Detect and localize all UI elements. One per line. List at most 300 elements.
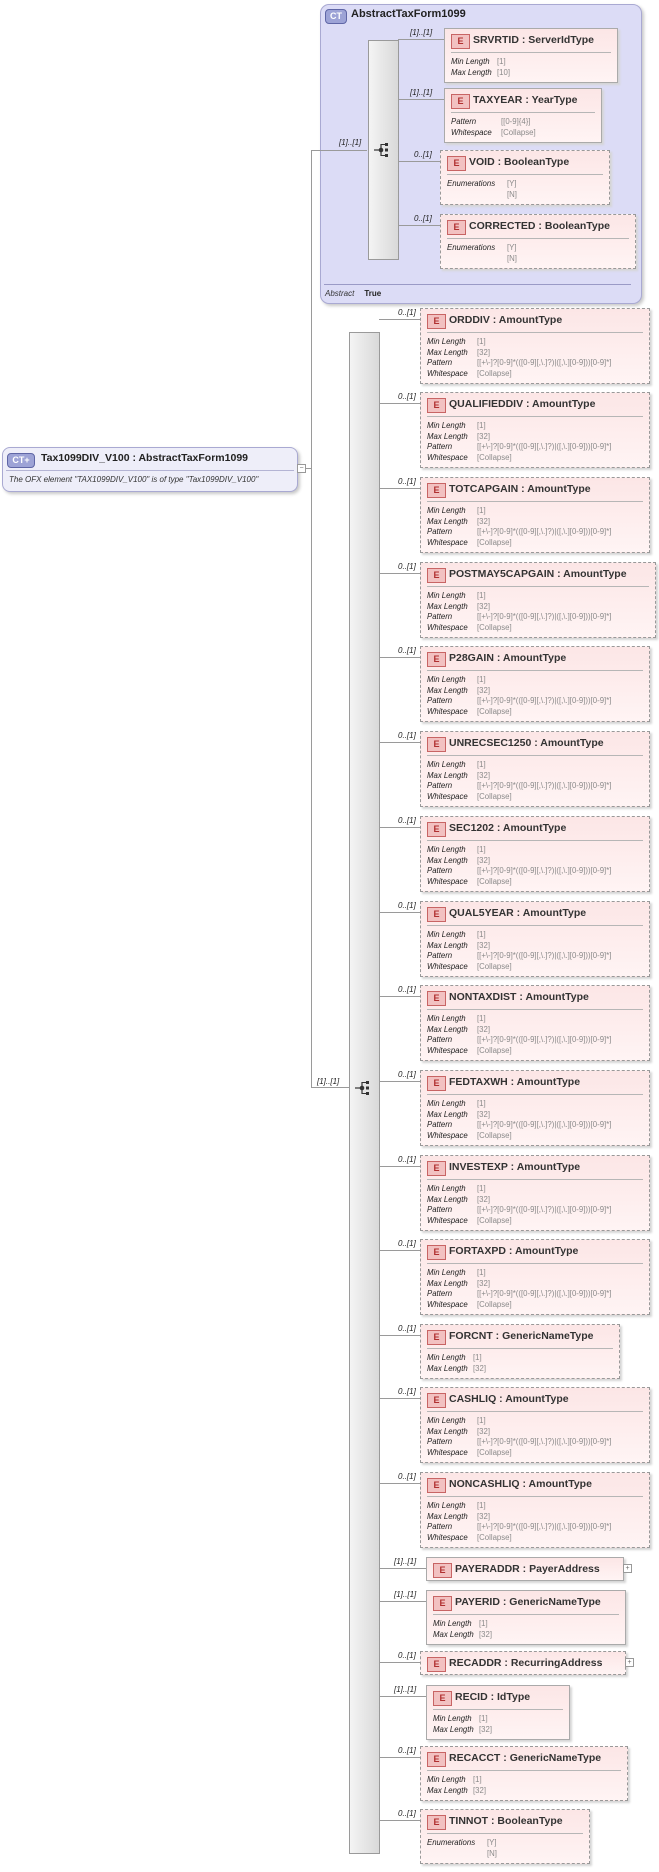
facet-row (427, 1099, 486, 1109)
element-name-text: UNRECSEC1250 (449, 737, 532, 749)
facet-key: Min Length (427, 760, 466, 769)
element-type-text: GenericNameType (509, 1752, 602, 1764)
element-cardinality: 0..[1] (398, 1809, 416, 1818)
element-cardinality: 0..[1] (398, 1239, 416, 1248)
element-name-text: NONTAXDIST (449, 991, 517, 1003)
facet-row (427, 1426, 491, 1437)
facet-value: [1] (477, 930, 486, 939)
facet-row (433, 1714, 488, 1724)
element-taxyear[interactable] (444, 88, 602, 143)
facet-value: [Collapse] (477, 452, 512, 462)
facet-value: [1] (479, 1619, 488, 1628)
element-tinnot[interactable] (420, 1809, 590, 1864)
facet-key: Pattern (427, 781, 453, 791)
facet-key: Max Length (427, 601, 468, 611)
type-separator: : (493, 822, 503, 834)
facet-key: Whitespace (427, 1130, 468, 1140)
element-name-text: ORDDIV (449, 314, 490, 326)
facet-value: [[+\-]?[0-9]*(([0-9][,\.]?)|([,\.][0-9]))[0-9]*] (477, 696, 612, 706)
element-name (449, 822, 566, 834)
connector-line (398, 225, 440, 226)
facet-key: Whitespace (427, 1045, 468, 1055)
type-separator: : (501, 1657, 511, 1669)
base-type-title: AbstractTaxForm1099 (351, 8, 466, 20)
facet-key: Pattern (427, 1289, 453, 1299)
facet-value: [Collapse] (477, 791, 512, 801)
element-type-text: AmountType (540, 737, 604, 749)
facet-row (427, 675, 486, 685)
sequence-icon (354, 1079, 376, 1097)
type-separator: : (531, 737, 541, 749)
element-name-text: QUAL5YEAR (449, 907, 514, 919)
element-separator (427, 586, 649, 587)
element-badge-icon: E (427, 907, 446, 922)
facet-value: [1] (477, 845, 486, 854)
element-badge-icon: E (427, 1657, 446, 1672)
facet-value: [32] (477, 940, 491, 950)
element-orddiv[interactable] (420, 308, 650, 384)
facet-value: [Collapse] (477, 1299, 512, 1309)
facet-value: [[0-9]{4}] (501, 117, 531, 126)
connector-line (398, 99, 444, 100)
element-type-text: GenericNameType (502, 1330, 594, 1342)
facet-value: [[+\-]?[0-9]*(([0-9][,\.]?)|([,\.][0-9]))[0-9]*] (477, 781, 612, 791)
element-name-text: P28GAIN (449, 652, 494, 664)
element-separator (427, 755, 643, 756)
facet-value: [N] (507, 189, 517, 199)
element-name (449, 1478, 592, 1490)
facet-key: Min Length (427, 506, 466, 515)
connector-line (379, 1696, 426, 1697)
element-recaddr[interactable] (420, 1651, 626, 1675)
facet-row (427, 358, 612, 368)
facet-value: [Y] (487, 1838, 497, 1847)
facet-row (427, 961, 512, 972)
facet-value: [Collapse] (501, 127, 536, 137)
facet-key: Enumerations (447, 243, 496, 252)
facet-value: [[+\-]?[0-9]*(([0-9][,\.]?)|([,\.][0-9]))[0-9]*] (477, 527, 612, 537)
type-separator: : (499, 1596, 510, 1608)
facet-key: Whitespace (427, 791, 468, 801)
element-cardinality: [1]..[1] (410, 28, 433, 37)
facet-key: Whitespace (427, 1299, 468, 1309)
facet-value: [32] (477, 1511, 491, 1521)
root-element-description: The OFX element "TAX1099DIV_V100" is of type "Tax1099DIV_V100" (9, 475, 259, 484)
element-type-text: AmountType (532, 398, 596, 410)
facet-row (427, 337, 486, 347)
element-separator (427, 1348, 613, 1349)
element-name (455, 1691, 530, 1703)
type-separator: : (523, 398, 533, 410)
facet-key: Whitespace (427, 1447, 468, 1457)
type-separator: : (494, 156, 505, 168)
facet-value: [[+\-]?[0-9]*(([0-9][,\.]?)|([,\.][0-9]))[0-9]*] (477, 442, 612, 452)
facet-key: Min Length (427, 845, 466, 854)
type-separator: : (554, 568, 564, 580)
connector-line (379, 996, 420, 997)
element-type-text: AmountType (502, 652, 567, 664)
facet-key: Max Length (427, 940, 468, 950)
facet-row (427, 1363, 487, 1374)
facet-row (447, 179, 517, 189)
facet-row (427, 347, 491, 358)
type-separator: : (516, 991, 526, 1003)
connector-line (379, 827, 420, 828)
connector-line (379, 912, 420, 913)
facet-row (427, 1045, 512, 1056)
facet-key: Min Length (427, 675, 466, 684)
facet-key: Max Length (427, 516, 468, 526)
facet-row (433, 1724, 493, 1735)
element-name-text: PAYERID (455, 1596, 500, 1608)
element-investexp[interactable] (420, 1155, 650, 1231)
facet-value: [32] (477, 1024, 491, 1034)
facet-row (427, 1299, 512, 1310)
element-type-text: BooleanType (497, 1815, 563, 1827)
connector-line (379, 1568, 426, 1569)
facet-key: Enumerations (427, 1838, 476, 1847)
facet-key: Pattern (427, 1205, 453, 1215)
element-cardinality: 0..[1] (398, 1155, 416, 1164)
element-badge-icon: E (451, 34, 470, 49)
element-recid[interactable] (426, 1685, 570, 1740)
element-name (449, 398, 595, 410)
element-type-text: IdType (497, 1691, 531, 1703)
facet-key: Min Length (427, 1775, 466, 1784)
element-qualifieddiv[interactable] (420, 392, 650, 468)
facet-value: [Collapse] (477, 876, 512, 886)
expand-icon: + (24, 455, 30, 465)
facet-row (427, 1278, 491, 1289)
facet-value: [Collapse] (477, 537, 512, 547)
element-badge-icon: E (447, 156, 466, 171)
facet-key: Max Length (427, 1024, 468, 1034)
element-name (449, 991, 589, 1003)
element-forcnt[interactable] (420, 1324, 620, 1379)
element-separator (427, 1263, 643, 1264)
facet-row (427, 1501, 486, 1511)
facet-key: Max Length (427, 1785, 468, 1795)
element-separator (451, 52, 611, 53)
element-nontaxdist[interactable] (420, 985, 650, 1061)
element-name-text: CORRECTED (469, 220, 536, 232)
facet-key: Min Length (433, 1714, 472, 1723)
element-name (449, 483, 591, 495)
facet-key: Max Length (427, 1363, 468, 1373)
facet-key: Whitespace (427, 1532, 468, 1542)
element-totcapgain[interactable] (420, 477, 650, 553)
element-name-text: RECADDR (449, 1657, 502, 1669)
facet-row (427, 1184, 486, 1194)
element-postmay5capgain[interactable] (420, 562, 656, 638)
facet-value: [1] (473, 1353, 482, 1362)
type-separator: : (505, 1245, 515, 1257)
element-name-text: POSTMAY5CAPGAIN (449, 568, 555, 580)
facet-value: [32] (479, 1629, 493, 1639)
element-name-text: FORCNT (449, 1330, 493, 1342)
facet-row (427, 1775, 482, 1785)
element-name-text: RECACCT (449, 1752, 501, 1764)
facet-row (427, 516, 491, 527)
facet-row (427, 855, 491, 866)
facet-value: [10] (497, 67, 511, 77)
connector-line (379, 488, 420, 489)
element-name (449, 568, 627, 580)
facet-value: [32] (473, 1785, 487, 1795)
collapse-icon[interactable]: − (297, 464, 306, 473)
ct-badge-label: CT (12, 455, 25, 465)
element-cardinality: [1]..[1] (394, 1685, 417, 1694)
facet-row (427, 1014, 486, 1024)
expand-icon[interactable]: + (623, 1564, 632, 1573)
root-element-box[interactable] (2, 447, 298, 492)
element-name (449, 1657, 602, 1669)
facet-key: Whitespace (427, 622, 468, 632)
facet-row (427, 601, 491, 612)
facet-key: Whitespace (427, 537, 468, 547)
connector-line (379, 1335, 420, 1336)
facet-value: [Collapse] (477, 1130, 512, 1140)
facet-value: [32] (477, 516, 491, 526)
facet-key: Max Length (427, 1109, 468, 1119)
element-badge-icon: E (427, 1815, 446, 1830)
facet-row (427, 685, 491, 696)
element-name (455, 1563, 600, 1575)
element-separator (427, 1009, 643, 1010)
element-noncashliq[interactable] (420, 1472, 650, 1548)
element-cardinality: 0..[1] (398, 1472, 416, 1481)
element-name (455, 1596, 601, 1608)
element-badge-icon: E (433, 1691, 452, 1706)
facet-row (427, 770, 491, 781)
element-p28gain[interactable] (420, 646, 650, 722)
element-unrecsec1250[interactable] (420, 731, 650, 807)
facet-value: [[+\-]?[0-9]*(([0-9][,\.]?)|([,\.][0-9]))[0-9]*] (477, 1437, 612, 1447)
element-separator (427, 1094, 643, 1095)
element-type-text: AmountType (527, 483, 591, 495)
connector-line (311, 150, 312, 1087)
facet-value: [Y] (507, 243, 517, 252)
element-name (473, 34, 594, 46)
facet-row (427, 706, 512, 717)
facet-key: Whitespace (427, 452, 468, 462)
facet-key: Min Length (427, 591, 466, 600)
element-type-text: AmountType (516, 1076, 581, 1088)
facet-key: Max Length (427, 1278, 468, 1288)
element-name (449, 652, 566, 664)
element-payeraddr[interactable] (426, 1557, 624, 1581)
facet-row (427, 1447, 512, 1458)
element-cardinality: 0..[1] (398, 1651, 416, 1660)
facet-key: Max Length (427, 1426, 468, 1436)
facet-key: Max Length (451, 67, 492, 77)
facet-key: Max Length (433, 1724, 474, 1734)
connector-line (379, 1757, 420, 1758)
element-type-text: PayerAddress (529, 1563, 600, 1575)
element-cardinality: 0..[1] (398, 1070, 416, 1079)
element-name-text: SEC1202 (449, 822, 494, 834)
element-separator (447, 238, 629, 239)
element-corrected[interactable] (440, 214, 636, 269)
facet-key: Min Length (427, 1353, 466, 1362)
element-separator (427, 1833, 583, 1834)
facet-row (427, 527, 612, 537)
facet-value: [Collapse] (477, 1532, 512, 1542)
facet-row (427, 1215, 512, 1226)
facet-row (427, 452, 512, 463)
facet-key: Max Length (433, 1629, 474, 1639)
expand-icon[interactable]: + (625, 1658, 634, 1667)
facet-key: Min Length (427, 337, 466, 346)
element-name-text: VOID (469, 156, 495, 168)
type-separator: : (518, 483, 528, 495)
facet-value: [1] (477, 1268, 486, 1277)
element-separator (427, 1496, 643, 1497)
element-void[interactable] (440, 150, 610, 205)
element-badge-icon: E (447, 220, 466, 235)
element-qual5year[interactable] (420, 901, 650, 977)
element-type-text: AmountType (528, 1478, 592, 1490)
element-sec1202[interactable] (420, 816, 650, 892)
element-cardinality: 0..[1] (398, 731, 416, 740)
facet-row (427, 442, 612, 452)
facet-row (427, 1205, 612, 1215)
element-badge-icon: E (433, 1596, 452, 1611)
facet-value: [32] (477, 855, 491, 865)
facet-key: Min Length (427, 1099, 466, 1108)
element-srvrtid[interactable] (444, 28, 618, 83)
element-name (469, 156, 569, 168)
facet-key: Min Length (427, 1416, 466, 1425)
root-separator (6, 470, 294, 471)
abstract-separator (324, 284, 631, 285)
element-type-text: ServerIdType (528, 34, 595, 46)
connector-line (379, 1166, 420, 1167)
facet-key: Pattern (427, 696, 453, 706)
facet-key: Pattern (427, 612, 453, 622)
type-separator: : (496, 1393, 506, 1405)
element-cashliq[interactable] (420, 1387, 650, 1463)
facet-row (451, 127, 536, 138)
facet-key: Min Length (427, 930, 466, 939)
facet-row (427, 1416, 486, 1426)
connector-line (379, 1250, 420, 1251)
element-recacct[interactable] (420, 1746, 628, 1801)
facet-value: [32] (479, 1724, 493, 1734)
facet-row (427, 1120, 612, 1130)
element-badge-icon: E (427, 314, 446, 329)
facet-value: [[+\-]?[0-9]*(([0-9][,\.]?)|([,\.][0-9]))[0-9]*] (477, 358, 612, 368)
element-badge-icon: E (427, 737, 446, 752)
facet-value: [[+\-]?[0-9]*(([0-9][,\.]?)|([,\.][0-9]))[0-9]*] (477, 612, 612, 622)
facet-key: Min Length (427, 1184, 466, 1193)
facet-key: Pattern (427, 527, 453, 537)
facet-value: [Collapse] (477, 1045, 512, 1055)
element-badge-icon: E (427, 1752, 446, 1767)
facet-value: [1] (477, 1099, 486, 1108)
element-separator (427, 1179, 643, 1180)
element-badge-icon: E (427, 822, 446, 837)
element-name (449, 1330, 594, 1342)
facet-row (427, 1437, 612, 1447)
facet-value: [[+\-]?[0-9]*(([0-9][,\.]?)|([,\.][0-9]))[0-9]*] (477, 1522, 612, 1532)
abstract-label: Abstract (325, 289, 355, 298)
facet-value: [32] (477, 431, 491, 441)
element-name (449, 1393, 569, 1405)
facet-key: Max Length (427, 1194, 468, 1204)
facet-key: Pattern (427, 866, 453, 876)
facet-value: [1] (479, 1714, 488, 1723)
facet-key: Min Length (427, 1501, 466, 1510)
facet-key: Max Length (427, 1511, 468, 1521)
facet-value: [Y] (507, 179, 517, 188)
element-type-text: AmountType (525, 991, 589, 1003)
element-name (449, 1752, 601, 1764)
element-cardinality: 0..[1] (398, 646, 416, 655)
facet-row (427, 622, 512, 633)
main-sequence-cardinality: [1]..[1] (317, 1077, 340, 1086)
type-separator: : (507, 1076, 517, 1088)
facet-value: [[+\-]?[0-9]*(([0-9][,\.]?)|([,\.][0-9]))[0-9]*] (477, 1120, 612, 1130)
connector-line (379, 742, 420, 743)
facet-row (427, 591, 486, 601)
element-name (449, 1076, 580, 1088)
facet-row (427, 1268, 486, 1278)
facet-row (427, 1035, 612, 1045)
element-fortaxpd[interactable] (420, 1239, 650, 1315)
element-cardinality: 0..[1] (398, 477, 416, 486)
element-cardinality: 0..[1] (398, 562, 416, 571)
type-separator: : (492, 1330, 503, 1342)
facet-value: [[+\-]?[0-9]*(([0-9][,\.]?)|([,\.][0-9]))[0-9]*] (477, 951, 612, 961)
facet-value: [32] (477, 685, 491, 695)
element-separator (433, 1614, 619, 1615)
complex-type-badge (7, 453, 35, 468)
facet-row (427, 696, 612, 706)
facet-row (427, 760, 486, 770)
element-type-text: AmountType (563, 568, 627, 580)
base-sequence-cardinality: [1]..[1] (339, 138, 362, 147)
element-badge-icon: E (427, 1245, 446, 1260)
complex-type-badge: CT (325, 9, 347, 24)
element-name-text: FORTAXPD (449, 1245, 506, 1257)
connector-line (379, 1081, 420, 1082)
element-separator (433, 1709, 563, 1710)
facet-key: Min Length (427, 421, 466, 430)
facet-key: Min Length (451, 57, 490, 66)
element-name (449, 737, 604, 749)
element-badge-icon: E (427, 1478, 446, 1493)
element-payerid[interactable] (426, 1590, 626, 1645)
element-fedtaxwh[interactable] (420, 1070, 650, 1146)
abstract-value: True (364, 289, 382, 298)
element-type-text: RecurringAddress (510, 1657, 603, 1669)
facet-key: Whitespace (427, 961, 468, 971)
facet-value: [[+\-]?[0-9]*(([0-9][,\.]?)|([,\.][0-9]))[0-9]*] (477, 1035, 612, 1045)
facet-value: [32] (477, 770, 491, 780)
facet-value: [1] (477, 1501, 486, 1510)
facet-row (427, 1353, 482, 1363)
element-badge-icon: E (427, 398, 446, 413)
facet-row (427, 1109, 491, 1120)
facet-key: Whitespace (427, 1215, 468, 1225)
connector-line (379, 657, 420, 658)
type-separator: : (513, 907, 523, 919)
facet-key: Whitespace (451, 127, 492, 137)
element-cardinality: 0..[1] (398, 392, 416, 401)
facet-row (427, 930, 486, 940)
element-separator (427, 670, 643, 671)
